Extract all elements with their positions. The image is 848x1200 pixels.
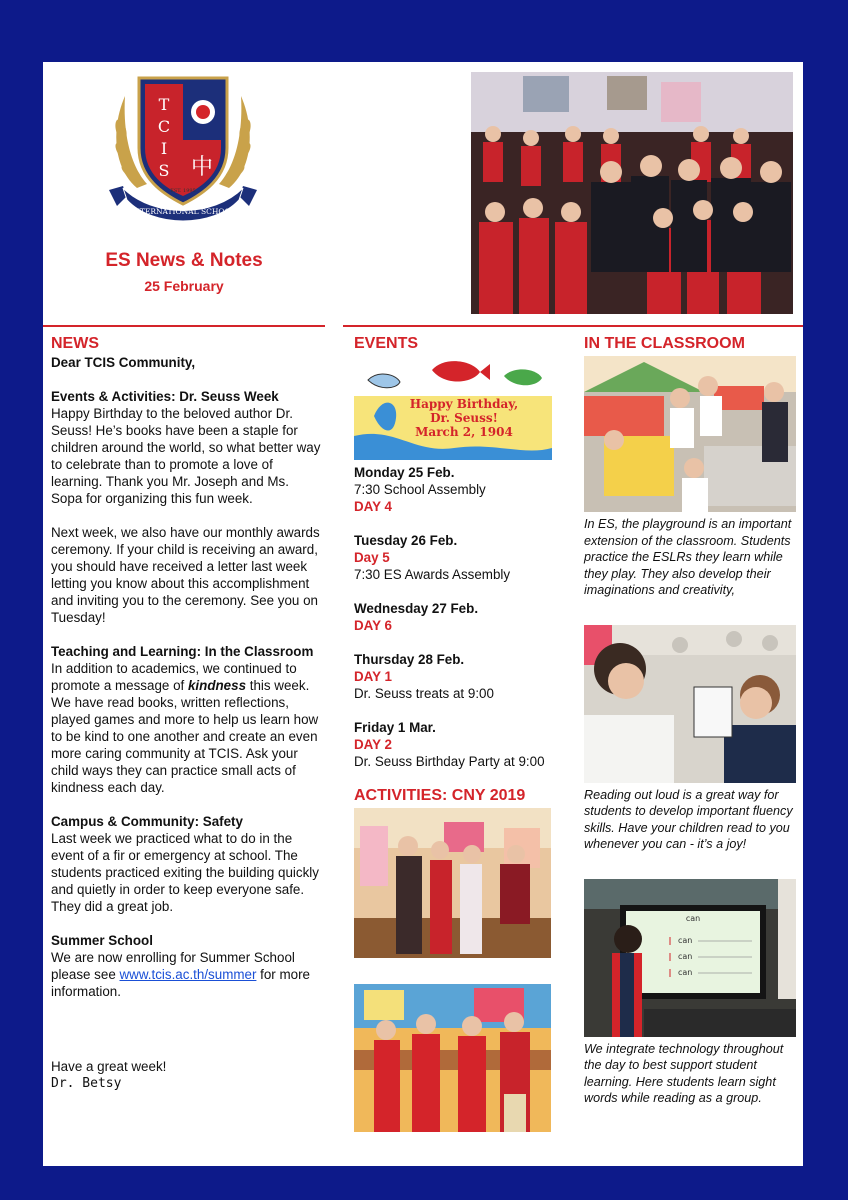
technology-photo bbox=[584, 879, 796, 1037]
cny-students-photo bbox=[354, 984, 551, 1132]
event-detail: 7:30 ES Awards Assembly bbox=[354, 567, 511, 582]
section-body-dr-seuss-week: Happy Birthday to the beloved author Dr. Seuss! He’s books have been a staple for children around the world, so what better way to celebrate than to promote a love of learning. Thank you Mr. Joseph and Ms. Sopa for organizing this fun week. bbox=[51, 406, 321, 506]
teaching-text-post: this week. We have read books, written reflections, played games and more to help us learn how to be kind to one another and create an even more caring community at TCIS. Ask your child ways they can practice small acts of kindness each day. bbox=[51, 678, 319, 795]
section-title-safety: Campus & Community: Safety bbox=[51, 814, 243, 829]
closing: Have a great week! bbox=[51, 1059, 167, 1074]
newsletter-page bbox=[43, 62, 803, 1166]
summer-text-post: for more information. bbox=[51, 967, 310, 999]
summer-school-link[interactable]: www.tcis.ac.th/summer bbox=[119, 967, 257, 982]
event-item bbox=[354, 719, 564, 770]
section-title-teaching: Teaching and Learning: In the Classroom bbox=[51, 644, 314, 659]
section-title-summer-school: Summer School bbox=[51, 933, 153, 948]
screen-title: can bbox=[685, 913, 701, 923]
event-date: Thursday 28 Feb. bbox=[354, 652, 465, 667]
event-day-label: DAY 1 bbox=[354, 669, 392, 684]
event-day-label: DAY 4 bbox=[354, 499, 392, 514]
logo-letter-s: S bbox=[158, 161, 170, 180]
newsletter-date: 25 February bbox=[144, 278, 224, 294]
kindness-emphasis: kindness bbox=[187, 678, 247, 693]
cny-teachers-photo bbox=[354, 808, 551, 958]
cny-group-photo bbox=[471, 72, 793, 314]
events-heading: EVENTS bbox=[354, 335, 419, 352]
logo-letter-i: I bbox=[160, 139, 168, 158]
event-detail: Dr. Seuss treats at 9:00 bbox=[354, 686, 494, 701]
banner-line-2: Dr. Seuss! bbox=[430, 411, 498, 425]
caption-reading: Reading out loud is a great way for students to develop important fluency skills. Have your children read to you whenever you can - it’s a joy! bbox=[584, 787, 793, 851]
section-body-awards: Next week, we also have our monthly awards ceremony. If your child is receiving an award, you should have received a letter last week letting you know about this accomplishment and inviting you to the ceremony. See you on Tuesday! bbox=[51, 525, 320, 625]
section-body-teaching bbox=[51, 660, 323, 796]
screen-word-1: can bbox=[678, 935, 693, 945]
event-date: Tuesday 26 Feb. bbox=[354, 533, 458, 548]
teaching-text-pre: In addition to academics, we continued to promote a message of bbox=[51, 661, 297, 693]
caption-technology: We integrate technology throughout the day to best support student learning. Here students learn sight words while reading as a group. bbox=[584, 1041, 784, 1105]
section-body-summer-school bbox=[51, 949, 323, 1000]
event-date: Friday 1 Mar. bbox=[354, 720, 436, 735]
logo-est: EST. 1995 bbox=[170, 188, 196, 194]
dr-seuss-banner bbox=[354, 356, 552, 460]
events-column bbox=[354, 334, 564, 1132]
greeting: Dear TCIS Community, bbox=[51, 355, 196, 370]
divider-left bbox=[43, 325, 325, 327]
event-detail: 7:30 School Assembly bbox=[354, 482, 486, 497]
banner-line-1: Happy Birthday, bbox=[409, 397, 519, 411]
caption-playground: In ES, the playground is an important extension of the classroom. Students practice the ESLRs they learn while they play. They also develop their imaginations and creativity, bbox=[584, 517, 792, 597]
screen-word-2: can bbox=[678, 951, 693, 961]
activities-heading: ACTIVITIES: CNY 2019 bbox=[354, 787, 526, 804]
newsletter-title: ES News & Notes bbox=[105, 250, 263, 271]
event-day-label: DAY 2 bbox=[354, 737, 392, 752]
event-day-label: Day 5 bbox=[354, 550, 390, 565]
logo-letter-c: C bbox=[157, 117, 171, 136]
logo-ribbon-text: INTERNATIONAL SCHOOL bbox=[130, 207, 236, 216]
section-body-safety: Last week we practiced what to do in the event of a fir or emergency at school. The students practiced exiting the building quickly and quietly in order to keep everyone safe. They did a great job. bbox=[51, 831, 319, 914]
logo-letter-t: T bbox=[158, 95, 170, 114]
playground-photo bbox=[584, 356, 796, 512]
event-item bbox=[354, 464, 564, 515]
classroom-heading: IN THE CLASSROOM bbox=[584, 335, 745, 352]
events-list bbox=[354, 464, 564, 770]
event-item bbox=[354, 600, 564, 634]
tcis-logo bbox=[103, 68, 263, 228]
section-title-dr-seuss-week: Events & Activities: Dr. Seuss Week bbox=[51, 389, 279, 404]
banner-line-3: March 2, 1904 bbox=[415, 425, 513, 439]
news-heading: NEWS bbox=[51, 335, 99, 352]
logo-chinese-char: 中 bbox=[190, 155, 214, 180]
event-date: Wednesday 27 Feb. bbox=[354, 601, 479, 616]
screen-word-3: can bbox=[678, 967, 693, 977]
signature: Dr. Betsy bbox=[51, 1076, 122, 1091]
summer-text-pre: We are now enrolling for Summer School please see bbox=[51, 950, 295, 982]
divider-right bbox=[343, 325, 803, 327]
event-detail: Dr. Seuss Birthday Party at 9:00 bbox=[354, 754, 545, 769]
event-day-label: DAY 6 bbox=[354, 618, 392, 633]
event-item bbox=[354, 532, 564, 583]
reading-photo bbox=[584, 625, 796, 783]
event-date: Monday 25 Feb. bbox=[354, 465, 455, 480]
news-column bbox=[51, 334, 323, 1092]
classroom-column bbox=[584, 334, 799, 1107]
event-item bbox=[354, 651, 564, 702]
